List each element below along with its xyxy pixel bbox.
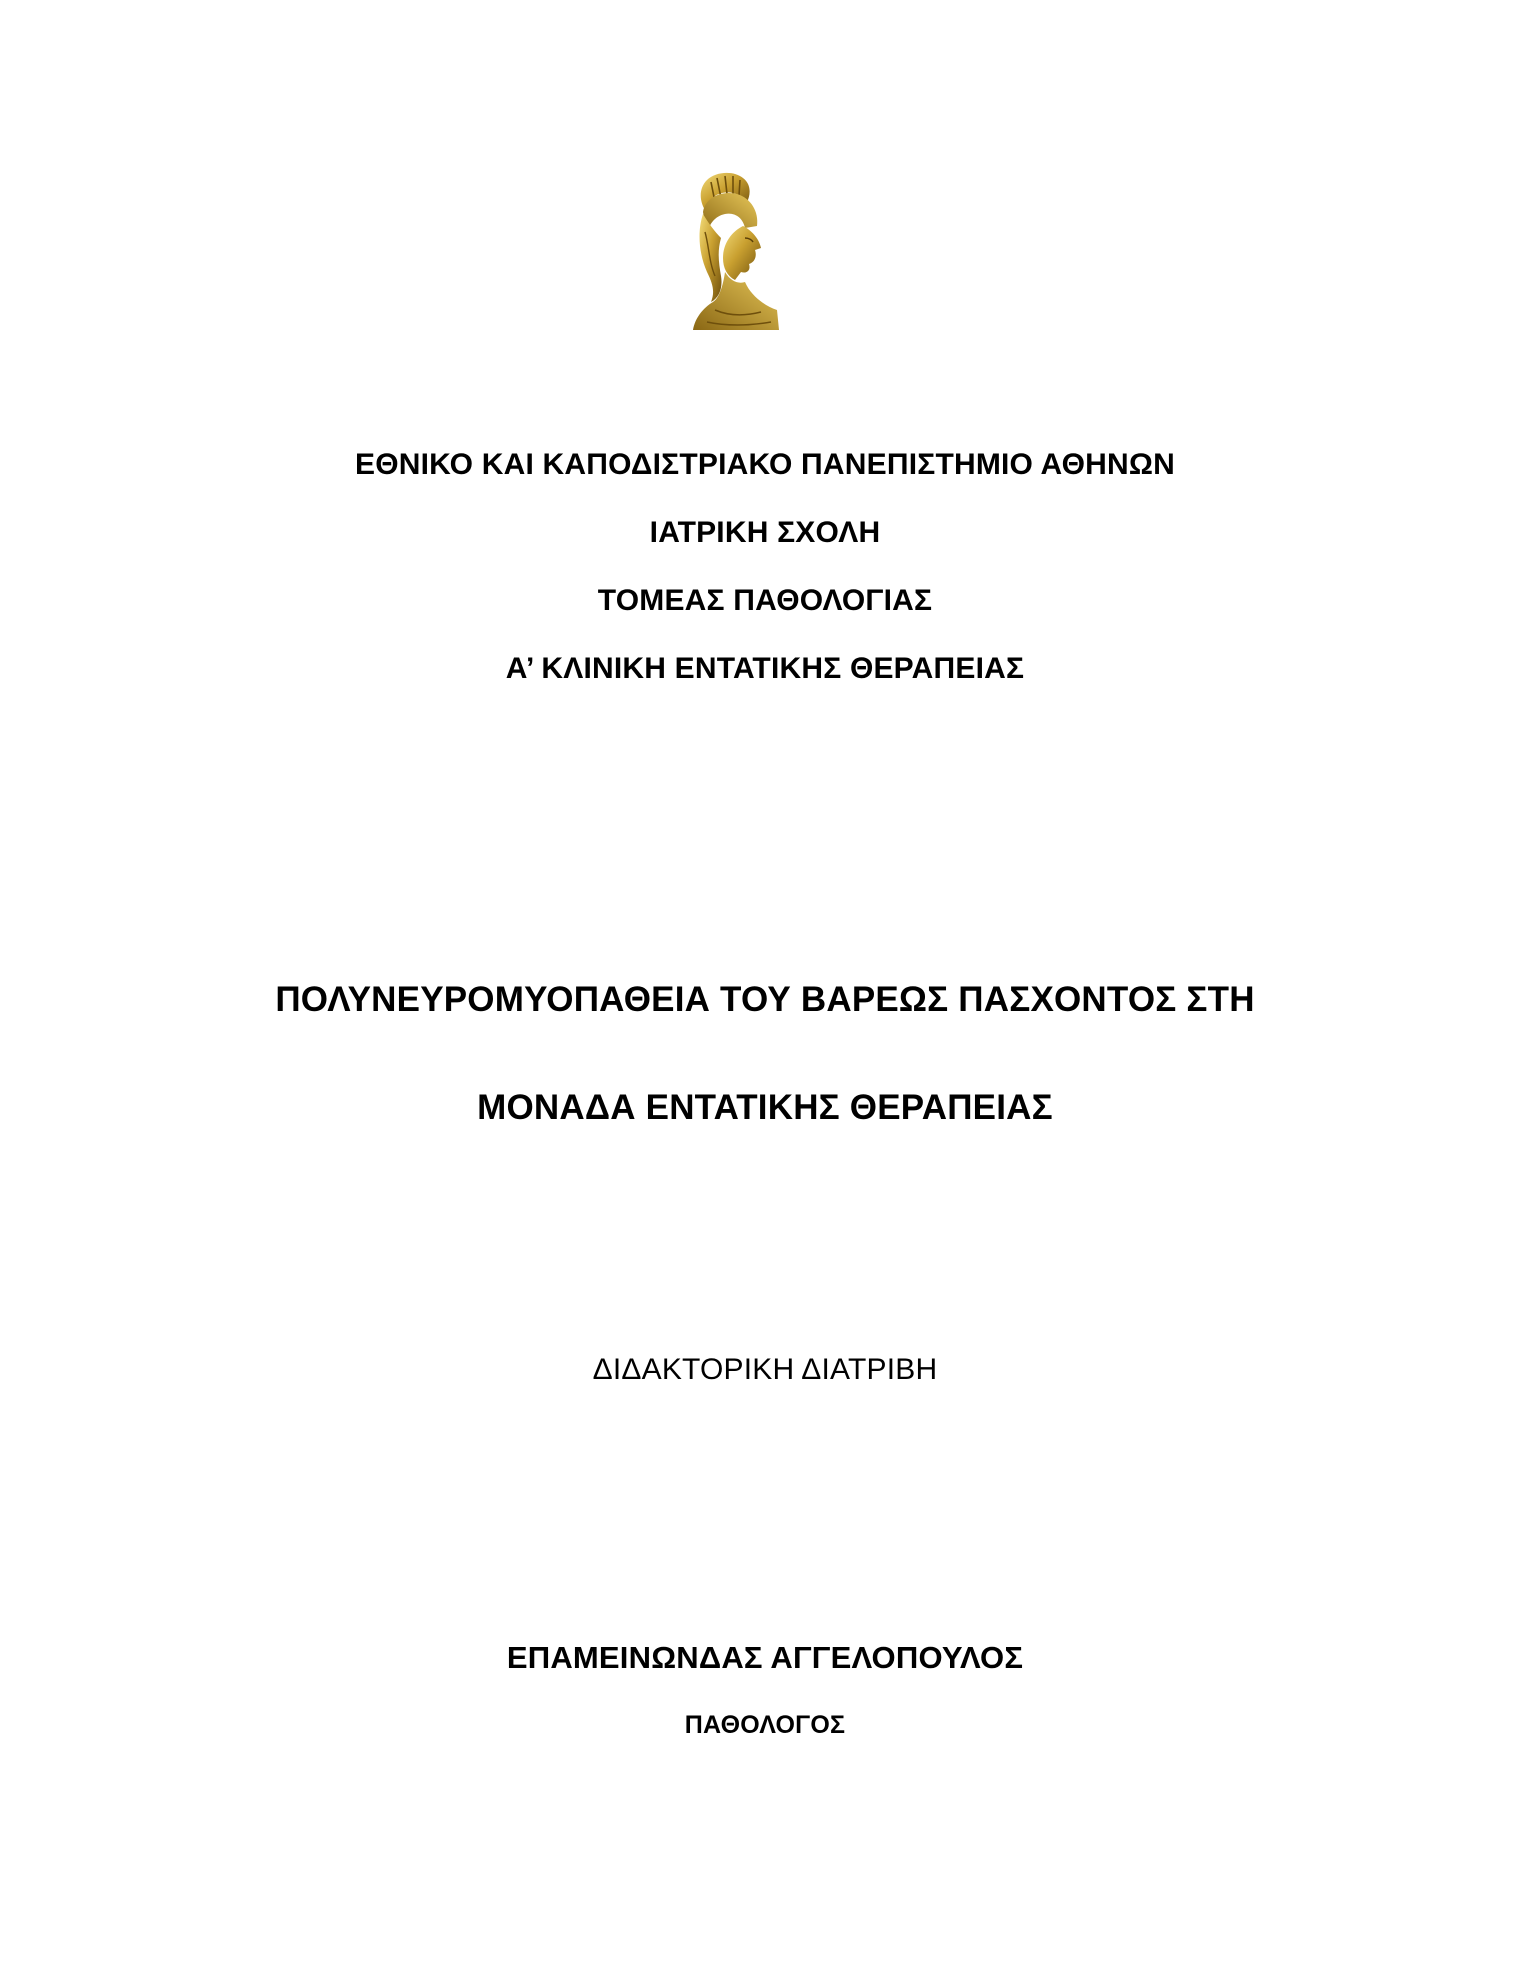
author-profession: ΠΑΘΟΛΟΓΟΣ	[684, 1711, 846, 1739]
athena-helmet-icon	[685, 172, 785, 332]
author-name: ΕΠΑΜΕΙΝΩΝΔΑΣ ΑΓΓΕΛΟΠΟΥΛΟΣ	[506, 1640, 1024, 1675]
university-name: ΕΘΝΙΚΟ ΚΑΙ ΚΑΠΟΔΙΣΤΡΙΑΚΟ ΠΑΝΕΠΙΣΤΗΜΙΟ ΑΘΗΝΩΝ	[355, 448, 1175, 481]
sector-name: ΤΟΜΕΑΣ ΠΑΘΟΛΟΓΙΑΣ	[597, 584, 933, 617]
thesis-type: ΔΙΔΑΚΤΟΡΙΚΗ ΔΙΑΤΡΙΒΗ	[592, 1353, 938, 1386]
thesis-title-line-2: ΜΟΝΑΔΑ ΕΝΤΑΤΙΚΗΣ ΘΕΡΑΠΕΙΑΣ	[477, 1088, 1053, 1127]
thesis-title-line-1: ΠΟΛΥΝΕΥΡΟΜΥΟΠΑΘΕΙΑ ΤΟΥ ΒΑΡΕΩΣ ΠΑΣΧΟΝΤΟΣ ΣΤΗ	[275, 980, 1255, 1019]
school-name: ΙΑΤΡΙΚΗ ΣΧΟΛΗ	[649, 516, 881, 549]
clinic-name: Α’ ΚΛΙΝΙΚΗ ΕΝΤΑΤΙΚΗΣ ΘΕΡΑΠΕΙΑΣ	[505, 652, 1025, 685]
